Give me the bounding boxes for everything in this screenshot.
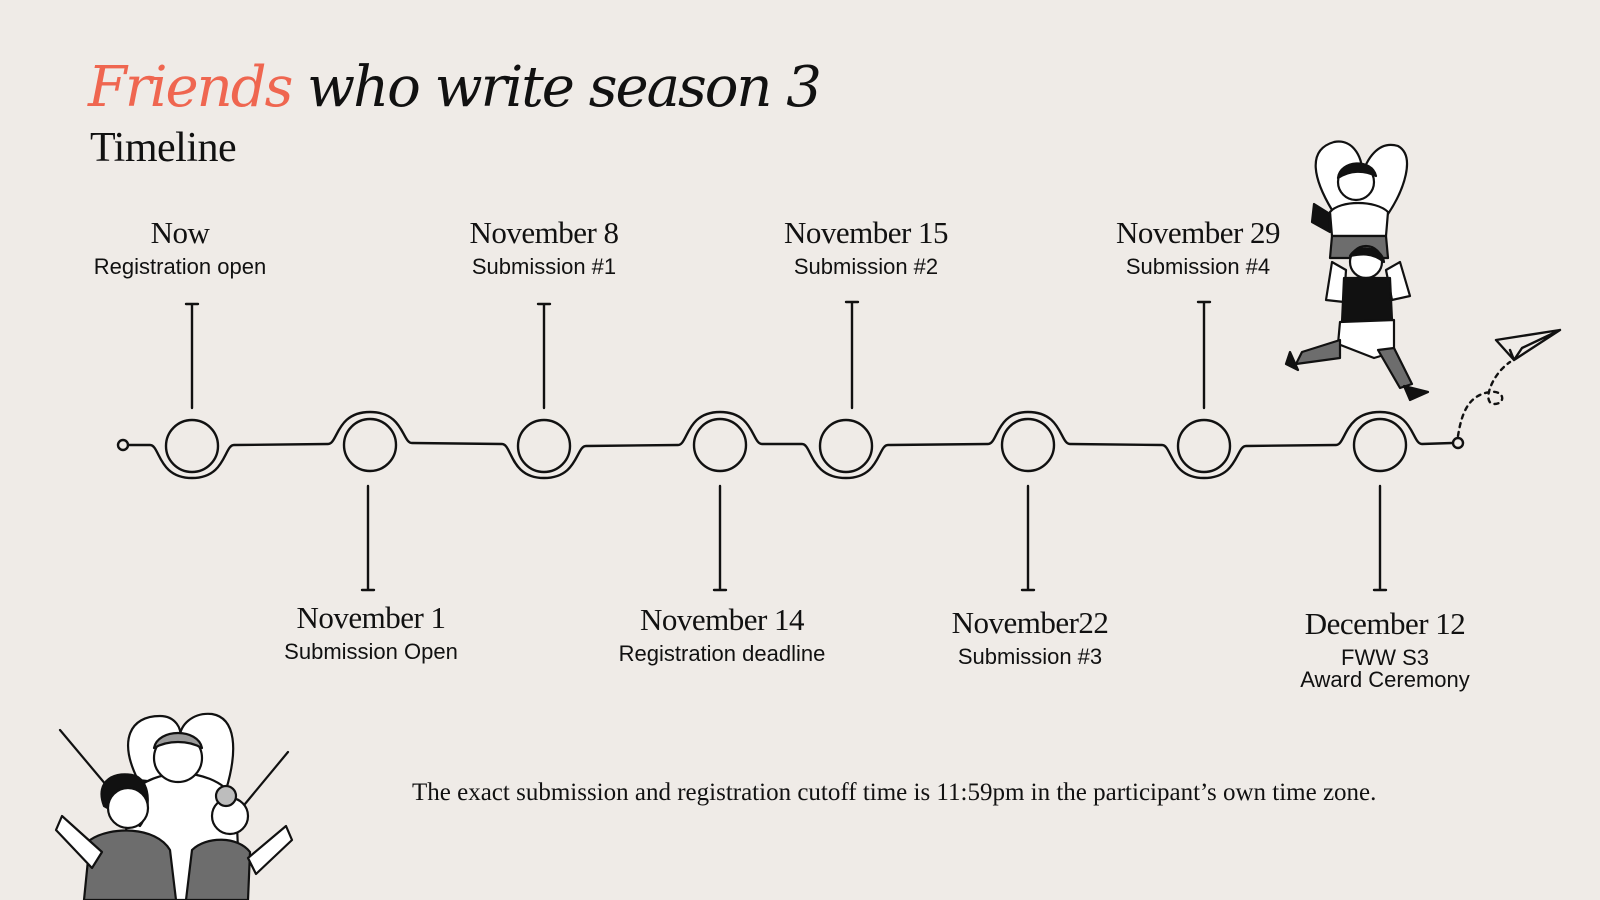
milestone-label: Submission #4 — [1125, 253, 1271, 279]
milestone-date: December 12 — [1304, 606, 1466, 641]
milestone-date: November 29 — [1115, 215, 1281, 250]
timeline-start-dot — [118, 440, 128, 450]
milestone-circle-6 — [1178, 420, 1230, 472]
cheering-friends-illustration — [56, 714, 292, 900]
milestone-nov-22 — [880, 607, 1180, 668]
milestone-circle-2 — [518, 420, 570, 472]
stem-1 — [362, 486, 374, 590]
milestone-circle-5 — [1002, 419, 1054, 471]
milestone-date: Now — [150, 215, 210, 250]
stem-6 — [1198, 302, 1210, 408]
milestone-label: Submission #2 — [793, 253, 939, 279]
milestone-dec-12 — [1235, 608, 1535, 691]
milestone-nov-1 — [221, 602, 521, 663]
stem-5 — [1022, 486, 1034, 590]
milestone-now — [30, 217, 330, 278]
plane-trail — [1458, 362, 1510, 436]
milestone-date: November 15 — [783, 215, 949, 250]
milestone-date: November 14 — [639, 602, 805, 637]
stem-4 — [846, 302, 858, 408]
milestone-circle-3 — [694, 419, 746, 471]
milestone-label: Registration open — [93, 253, 267, 279]
milestone-circle-0 — [166, 420, 218, 472]
title-accent: Friends — [88, 55, 292, 120]
milestone-nov-15 — [716, 217, 1016, 278]
title-rest: who write season 3 — [307, 55, 820, 120]
milestone-nov-29 — [1048, 217, 1348, 278]
milestone-circle-4 — [820, 420, 872, 472]
stem-7 — [1374, 486, 1386, 590]
milestone-nov-14 — [572, 604, 872, 665]
timeline-track — [128, 412, 1452, 478]
page-subtitle: Timeline — [90, 125, 237, 171]
milestone-date: November 8 — [469, 215, 619, 250]
milestone-circle-1 — [344, 419, 396, 471]
paper-plane-icon — [1496, 330, 1560, 360]
milestone-circle-7 — [1354, 419, 1406, 471]
milestone-label: FWW S3 Award Ceremony — [1300, 644, 1470, 692]
stem-3 — [714, 486, 726, 590]
milestone-nov-8 — [394, 217, 694, 278]
milestone-label: Registration deadline — [618, 640, 826, 666]
timeline-end-dot — [1453, 438, 1463, 448]
milestone-label: Submission Open — [284, 638, 458, 664]
stem-2 — [538, 304, 550, 408]
milestone-date: November22 — [951, 605, 1109, 640]
cutoff-note: The exact submission and registration cutoff time is 11:59pm in the participant’s own time zone. — [412, 779, 1377, 806]
milestone-label: Submission #1 — [471, 253, 617, 279]
stem-0 — [186, 304, 198, 408]
milestone-date: November 1 — [296, 600, 446, 635]
milestone-label: Submission #3 — [957, 643, 1103, 669]
